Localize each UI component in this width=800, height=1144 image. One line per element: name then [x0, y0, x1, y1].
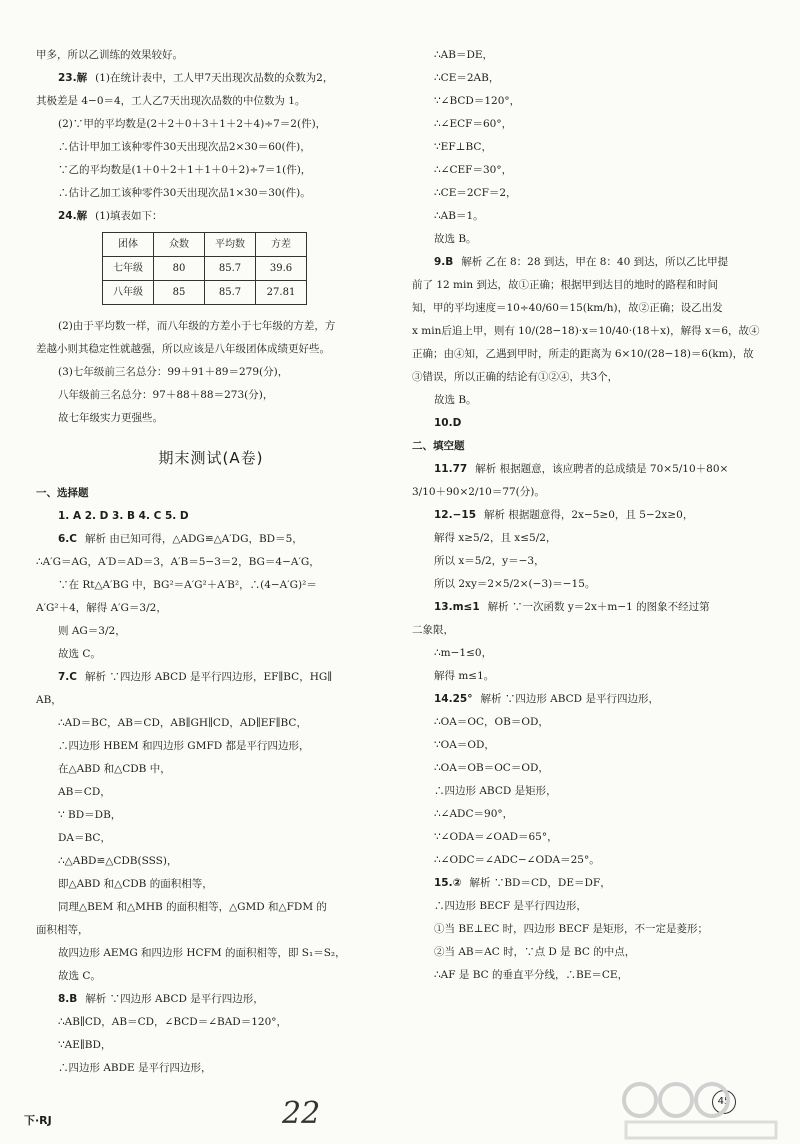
- text-line: [36, 1057, 386, 1080]
- text-line: [36, 758, 386, 781]
- text-line: [36, 205, 386, 228]
- text-line: [412, 44, 764, 67]
- line-text: ∴估计甲加工该种零件30天出现次品2×30＝60(件)，: [58, 141, 311, 153]
- text-line: [412, 228, 764, 251]
- text-line: [36, 597, 386, 620]
- line-text: 则 AG＝3/2，: [58, 625, 126, 637]
- text-line: [412, 550, 764, 573]
- line-text: 所以 x＝5/2，y＝−3，: [434, 555, 545, 567]
- line-text: 故七年级实力更强些。: [58, 412, 163, 424]
- table-cell: 团体: [103, 233, 154, 257]
- text-line: [36, 338, 386, 361]
- line-text: A′G²＋4，解得 A′G＝3/2，: [36, 602, 167, 614]
- text-line: [36, 689, 386, 712]
- text-line: [412, 665, 764, 688]
- text-line: [36, 315, 386, 338]
- line-text: 解析 ∵一次函数 y＝2x＋m−1 的图象不经过第: [487, 601, 710, 613]
- text-line: [36, 873, 386, 896]
- section-choice-heading: 一、选择题: [36, 487, 89, 499]
- question-number: 15.: [434, 877, 453, 889]
- text-line: [412, 780, 764, 803]
- line-text: (1)填表如下：: [95, 210, 163, 222]
- line-text: (3)七年级前三名总分：99＋91＋89＝279(分)，: [58, 366, 289, 378]
- text-line: [412, 895, 764, 918]
- line-text: 其极差是 4−0＝4，工人乙7天出现次品数的中位数为 1。: [36, 95, 306, 107]
- line-text: 所以 2xy＝2×5/2×(−3)＝−15。: [434, 578, 596, 590]
- line-text: ∵∠BCD＝120°，: [434, 95, 521, 107]
- table-cell: 方差: [256, 233, 307, 257]
- table-cell: 39.6: [256, 257, 307, 281]
- text-line: [412, 251, 764, 274]
- left-block-a: [36, 44, 386, 228]
- text-line: [412, 136, 764, 159]
- text-line: [412, 90, 764, 113]
- line-text: ∴OA＝OC，OB＝OD，: [434, 716, 549, 728]
- text-line: [36, 574, 386, 597]
- text-line: [412, 297, 764, 320]
- line-text: (2)由于平均数一样，而八年级的方差小于七年级的方差，方: [58, 320, 336, 332]
- table-cell: 85.7: [205, 281, 256, 305]
- question-number: 6.: [58, 533, 70, 545]
- line-text: 故选 B。: [434, 233, 477, 245]
- line-text: 二象限，: [412, 624, 454, 636]
- line-text: AB，: [36, 694, 62, 706]
- answer-key: B: [69, 993, 78, 1005]
- question-number: 7.: [58, 671, 70, 683]
- text-line: [36, 361, 386, 384]
- line-text: 解析 由已知可得，△ADG≌△A′DG，BD＝5，: [85, 533, 303, 545]
- question-number: 8.: [58, 993, 70, 1005]
- text-line: [412, 320, 764, 343]
- line-text: ∴四边形 HBEM 和四边形 GMFD 都是平行四边形，: [58, 740, 310, 752]
- line-text: 知，甲的平均速度＝10÷40/60＝15(km/h)，故②正确；设乙出发: [412, 302, 723, 314]
- text-line: [36, 159, 386, 182]
- line-text: 故选 C。: [58, 648, 101, 660]
- line-text: ∵ BD＝DB，: [58, 809, 122, 821]
- text-line: [412, 964, 764, 987]
- text-line: [412, 688, 764, 711]
- line-text: (1)在统计表中，工人甲7天出现次品数的众数为2，: [95, 72, 334, 84]
- text-line: [36, 919, 386, 942]
- line-text: 正确；由④知，乙遇到甲时，所走的距离为 6×10/(28−18)＝6(km)，故: [412, 348, 754, 360]
- table-row: [103, 257, 307, 281]
- line-text: 前了 12 min 到达，故①正确；根据甲到达目的地时的路程和时间: [412, 279, 718, 291]
- text-line: [412, 343, 764, 366]
- table-cell: 85: [154, 281, 205, 305]
- text-line: [36, 136, 386, 159]
- question-number: 9.: [434, 256, 446, 268]
- text-line: [36, 67, 386, 90]
- line-text: ②当 AB＝AC 时，∵点 D 是 BC 的中点，: [434, 946, 636, 958]
- text-line: [36, 407, 386, 430]
- page-number: 45: [712, 1090, 736, 1114]
- line-text: 解得 m≤1。: [434, 670, 495, 682]
- line-text: ∴△ABD≌△CDB(SSS)，: [58, 855, 178, 867]
- text-line: [36, 942, 386, 965]
- text-line: [412, 757, 764, 780]
- line-text: ∴四边形 BECF 是平行四边形，: [434, 900, 587, 912]
- left-column: [36, 44, 386, 1080]
- line-text: ∵乙的平均数是(1＋0＋2＋1＋1＋0＋2)÷7＝1(件)，: [58, 164, 312, 176]
- answer-key: B: [445, 256, 454, 268]
- line-text: ∴A′G＝AG，A′D＝AD＝3，A′B＝5−3＝2，BG＝4−A′G，: [36, 556, 320, 568]
- text-line: [412, 872, 764, 895]
- line-text: ∴AF 是 BC 的垂直平分线，∴BE＝CE，: [434, 969, 629, 981]
- text-line: [36, 551, 386, 574]
- line-text: ∴CE＝2CF＝2，: [434, 187, 517, 199]
- right-block-a: [412, 44, 764, 435]
- text-line: [36, 965, 386, 988]
- text-line: [412, 918, 764, 941]
- text-line: [412, 504, 764, 527]
- text-line: [412, 711, 764, 734]
- stats-table: [102, 232, 307, 305]
- answer-key: 解: [76, 72, 88, 84]
- text-line: [412, 113, 764, 136]
- table-row: [103, 281, 307, 305]
- text-line: [412, 205, 764, 228]
- line-text: 即△ABD 和△CDB 的面积相等，: [58, 878, 213, 890]
- table-cell: 27.81: [256, 281, 307, 305]
- line-text: ∵∠ODA＝∠OAD＝65°，: [434, 831, 558, 843]
- text-line: [36, 781, 386, 804]
- answer-key: 解: [76, 210, 88, 222]
- question-number: 10.: [434, 417, 453, 429]
- line-text: x min后追上甲，则有 10/(28−18)·x＝10/40·(18＋x)，解得 x＝6，故④: [412, 325, 760, 337]
- text-line: [412, 596, 764, 619]
- text-line: [36, 804, 386, 827]
- text-line: [412, 527, 764, 550]
- line-text: ∴四边形 ABDE 是平行四边形，: [58, 1062, 212, 1074]
- text-line: [412, 412, 764, 435]
- text-line: [36, 643, 386, 666]
- text-line: [36, 896, 386, 919]
- answer-key: C: [69, 533, 78, 545]
- line-text: ∴AB＝DE，: [434, 49, 494, 61]
- table-cell: 众数: [154, 233, 205, 257]
- line-text: 解析 根据题意，该应聘者的总成绩是 70×5/10＋80×: [475, 463, 729, 475]
- line-text: ∴CE＝2AB，: [434, 72, 500, 84]
- line-text: ∴AB＝1。: [434, 210, 484, 222]
- line-text: 3/10＋90×2/10＝77(分)。: [412, 486, 545, 498]
- text-line: [412, 366, 764, 389]
- text-line: [412, 481, 764, 504]
- text-line: [36, 712, 386, 735]
- table-cell: 80: [154, 257, 205, 281]
- answers-1-5: 1. A 2. D 3. B 4. C 5. D: [58, 510, 189, 522]
- text-line: [36, 113, 386, 136]
- text-line: [412, 734, 764, 757]
- answer-key: ②: [452, 877, 462, 889]
- text-line: [412, 274, 764, 297]
- question-number: 11.: [434, 463, 453, 475]
- right-column: [412, 44, 764, 987]
- text-line: [36, 528, 386, 551]
- line-text: AB＝CD，: [58, 786, 111, 798]
- line-text: ∴m−1≤0，: [434, 647, 493, 659]
- line-text: ∴估计乙加工该种零件30天出现次品1×30＝30(件)。: [58, 187, 311, 199]
- question-number: 24.: [58, 210, 77, 222]
- answer-key: C: [69, 671, 78, 683]
- answer-key: 25°: [452, 693, 473, 705]
- text-line: [36, 827, 386, 850]
- text-line: [36, 90, 386, 113]
- text-line: [36, 1011, 386, 1034]
- table-cell: 85.7: [205, 257, 256, 281]
- question-number: 23.: [58, 72, 77, 84]
- text-line: [412, 182, 764, 205]
- answer-key: m≤1: [452, 601, 480, 613]
- line-text: 解得 x≥5/2，且 x≤5/2，: [434, 532, 557, 544]
- text-line: [36, 1034, 386, 1057]
- line-text: ∴四边形 ABCD 是矩形，: [434, 785, 557, 797]
- text-line: [412, 159, 764, 182]
- line-text: ∵EF⊥BC，: [434, 141, 492, 153]
- line-text: 差越小则其稳定性就越强，所以应该是八年级团体成绩更好些。: [36, 343, 330, 355]
- text-line: [412, 389, 764, 412]
- table-cell: 八年级: [103, 281, 154, 305]
- line-text: 故选 C。: [58, 970, 101, 982]
- line-text: 解析 根据题意得，2x−5≥0，且 5−2x≥0，: [484, 509, 694, 521]
- line-text: ∴∠ODC＝∠ADC−∠ODA＝25°。: [434, 854, 600, 866]
- line-text: 故四边形 AEMG 和四边形 HCFM 的面积相等，即 S₁＝S₂，: [58, 947, 346, 959]
- line-text: ∴AD＝BC，AB＝CD，AB∥GH∥CD，AD∥EF∥BC，: [58, 717, 307, 729]
- line-text: ∴OA＝OB＝OC＝OD，: [434, 762, 549, 774]
- line-text: 在△ABD 和△CDB 中，: [58, 763, 171, 775]
- text-line: [36, 620, 386, 643]
- line-text: 解析 ∵BD＝CD，DE＝DF，: [469, 877, 611, 889]
- line-text: ∵OA＝OD，: [434, 739, 495, 751]
- text-line: [36, 850, 386, 873]
- text-line: [412, 941, 764, 964]
- question-number: 13.: [434, 601, 453, 613]
- line-text: ∴∠CEF＝30°，: [434, 164, 513, 176]
- handwritten-note: 22: [282, 1096, 321, 1131]
- line-text: ①当 BE⊥EC 时，四边形 BECF 是矩形，不一定是菱形；: [434, 923, 709, 935]
- question-number: 12.: [434, 509, 453, 521]
- text-line: [412, 642, 764, 665]
- text-line: [412, 849, 764, 872]
- line-text: ∵AE∥BD，: [58, 1039, 112, 1051]
- line-text: ③错误，所以正确的结论有①②④，共3个，: [412, 371, 619, 383]
- watermark-logo-icon: [618, 1076, 788, 1142]
- line-text: 八年级前三名总分：97＋88＋88＝273(分)，: [58, 389, 274, 401]
- text-line: [36, 182, 386, 205]
- line-text: 解析 ∵四边形 ABCD 是平行四边形，: [480, 693, 659, 705]
- answer-key: −15: [452, 509, 477, 521]
- exam-title: 期末测试(A卷): [158, 449, 264, 467]
- line-text: ∵在 Rt△A′BG 中，BG²＝A′G²＋A′B²，∴(4−A′G)²＝: [58, 579, 317, 591]
- left-block-b: [36, 315, 386, 430]
- table-cell: 平均数: [205, 233, 256, 257]
- question-number: 14.: [434, 693, 453, 705]
- line-text: ∴∠ECF＝60°，: [434, 118, 513, 130]
- left-block-c: [36, 528, 386, 1080]
- answer-key: 77: [452, 463, 468, 475]
- line-text: ∴AB∥CD，AB＝CD，∠BCD＝∠BAD＝120°，: [58, 1016, 288, 1028]
- line-text: 面积相等，: [36, 924, 89, 936]
- line-text: 同理△BEM 和△MHB 的面积相等，△GMD 和△FDM 的: [58, 901, 327, 913]
- text-line: [412, 67, 764, 90]
- text-line: [412, 826, 764, 849]
- text-line: [412, 573, 764, 596]
- table-header-row: [103, 233, 307, 257]
- text-line: [36, 666, 386, 689]
- line-text: 故选 B。: [434, 394, 477, 406]
- line-text: 甲多，所以乙训练的效果较好。: [36, 49, 183, 61]
- answer-key: D: [452, 417, 462, 429]
- text-line: [412, 619, 764, 642]
- right-block-b: [412, 458, 764, 987]
- text-line: [36, 384, 386, 407]
- line-text: DA＝BC，: [58, 832, 111, 844]
- text-line: [36, 735, 386, 758]
- text-line: [412, 458, 764, 481]
- text-line: [412, 803, 764, 826]
- text-line: [36, 988, 386, 1011]
- line-text: 解析 乙在 8：28 到达，甲在 8：40 到达，所以乙比甲提: [461, 256, 729, 268]
- line-text: (2)∵甲的平均数是(2＋2＋0＋3＋1＋2＋4)÷7＝2(件)，: [58, 118, 327, 130]
- line-text: 解析 ∵四边形 ABCD 是平行四边形，: [85, 993, 264, 1005]
- text-line: [36, 44, 386, 67]
- section-fill-heading: 二、填空题: [412, 440, 465, 452]
- table-cell: 七年级: [103, 257, 154, 281]
- edition-mark: 下·RJ: [24, 1114, 52, 1127]
- line-text: ∴∠ADC＝90°，: [434, 808, 514, 820]
- line-text: 解析 ∵四边形 ABCD 是平行四边形，EF∥BC，HG∥: [85, 671, 333, 683]
